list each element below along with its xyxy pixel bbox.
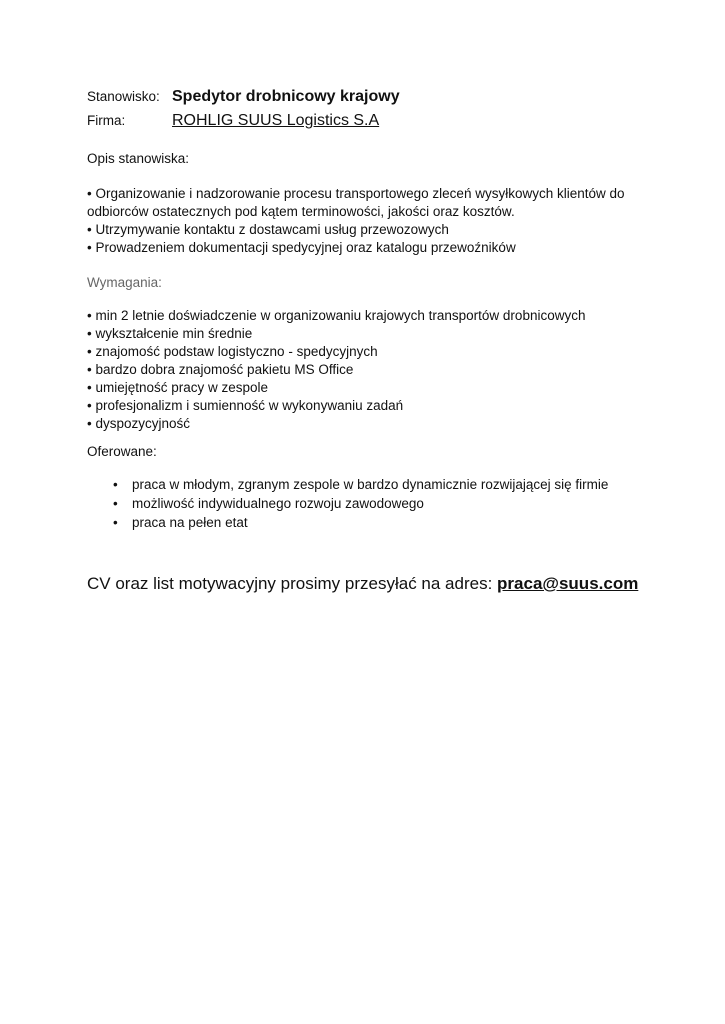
offer-item-text: praca na pełen etat <box>132 515 248 530</box>
position-label: Stanowisko: <box>87 89 160 104</box>
requirement-item: • dyspozycyjność <box>87 416 191 431</box>
requirement-item: • znajomość podstaw logistyczno - spedycyjnych <box>87 344 378 359</box>
bullet-icon: • <box>113 515 118 530</box>
contact-email-link[interactable]: praca@suus.com <box>497 574 639 593</box>
offer-list <box>113 475 608 532</box>
requirement-item: • wykształcenie min średnie <box>87 326 253 341</box>
offer-item <box>113 513 608 532</box>
description-line: • Prowadzeniem dokumentacji spedycyjnej oraz katalogu przewoźników <box>87 240 516 255</box>
description-line: odbiorców ostatecznych pod kątem terminowości, jakości oraz kosztów. <box>87 204 515 219</box>
description-line: • Utrzymywanie kontaktu z dostawcami usług przewozowych <box>87 222 449 237</box>
company-name: ROHLIG SUUS Logistics S.A <box>172 112 380 129</box>
description-block <box>87 185 647 257</box>
requirement-item: • umiejętność pracy w zespole <box>87 380 269 395</box>
requirements-heading: Wymagania: <box>87 275 162 290</box>
bullet-icon: • <box>113 496 118 511</box>
requirements-list <box>87 307 585 433</box>
position-row <box>87 88 400 106</box>
position-title: Spedytor drobnicowy krajowy <box>172 88 400 105</box>
requirement-item: • min 2 letnie doświadczenie w organizowaniu krajowych transportów drobnicowych <box>87 308 586 323</box>
requirement-item: • profesjonalizm i sumienność w wykonywaniu zadań <box>87 398 404 413</box>
offer-item <box>113 475 608 494</box>
offer-heading: Oferowane: <box>87 444 157 459</box>
offer-item-text: możliwość indywidualnego rozwoju zawodowego <box>132 496 424 511</box>
offer-item-text: praca w młodym, zgranym zespole w bardzo dynamicznie rozwijającej się firmie <box>132 477 609 492</box>
contact-line <box>87 574 638 594</box>
requirement-item: • bardzo dobra znajomość pakietu MS Office <box>87 362 354 377</box>
description-line: • Organizowanie i nadzorowanie procesu transportowego zleceń wysyłkowych klientów do <box>87 186 625 201</box>
offer-item <box>113 494 608 513</box>
company-label: Firma: <box>87 113 126 128</box>
contact-text: CV oraz list motywacyjny prosimy przesyłać na adres: <box>87 574 498 593</box>
company-row <box>87 112 379 130</box>
description-heading: Opis stanowiska: <box>87 151 190 166</box>
bullet-icon: • <box>113 477 118 492</box>
